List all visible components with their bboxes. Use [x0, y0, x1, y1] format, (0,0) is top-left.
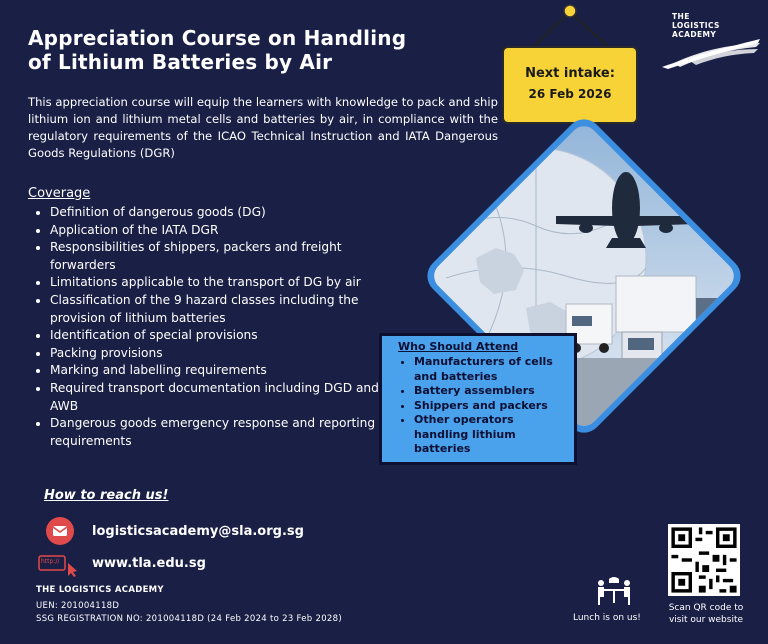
list-item: • Responsibilities of shippers, packers and freight forwarders — [50, 239, 380, 274]
list-item: • Definition of dangerous goods (DG) — [50, 204, 380, 222]
qr-caption-line-2: visit our website — [668, 615, 744, 625]
list-item: • Manufacturers of cells and batteries — [414, 355, 566, 384]
list-item: • Classification of the 9 hazard classes including the provision of lithium batteries — [50, 292, 380, 327]
list-item: • Battery assemblers — [414, 384, 566, 399]
who-list — [398, 355, 566, 457]
logo-wing-icon — [660, 13, 762, 69]
qr-caption — [654, 602, 758, 626]
footer-uen: UEN: 201004118D — [36, 601, 120, 611]
web-icon-label: http:// — [41, 558, 60, 565]
list-item: • Dangerous goods emergency response and reporting requirements — [50, 415, 380, 450]
list-item: • Limitations applicable to the transport of DG by air — [50, 274, 380, 292]
title-line-2: of Lithium Batteries by Air — [28, 50, 333, 74]
web-icon — [38, 555, 78, 575]
sign-hanger-icon — [526, 2, 616, 50]
list-item: • Shippers and packers — [414, 399, 566, 414]
logo-line-2: LOGISTICS — [672, 21, 720, 30]
list-item: • Identification of special provisions — [50, 327, 380, 345]
who-heading: Who Should Attend — [398, 340, 519, 353]
email-link[interactable]: logisticsacademy@sla.org.sg — [92, 524, 304, 539]
email-icon — [46, 517, 74, 545]
lunch-text: Lunch is on us! — [573, 613, 641, 623]
coverage-heading: Coverage — [28, 186, 91, 201]
list-item: • Application of the IATA DGR — [50, 222, 380, 240]
lunch-icon — [596, 575, 632, 607]
coverage-list — [32, 204, 380, 450]
who-should-attend-box — [379, 333, 577, 465]
intake-label: Next intake: — [525, 66, 615, 81]
title-line-1: Appreciation Course on Handling — [28, 26, 407, 50]
logo-line-3: ACADEMY — [672, 30, 717, 39]
website-link[interactable]: www.tla.edu.sg — [92, 556, 206, 571]
intro-paragraph: This appreciation course will equip the learners with knowledge to pack and ship lithium ion and lithium metal cells and batteries by air, in compliance with the regulatory requirements of the ICAO Technical Instruction and IATA Dangerous Goods Regulations (DGR) — [28, 95, 498, 160]
footer-ssg-registration: SSG REGISTRATION NO: 201004118D (24 Feb 2024 to 23 Feb 2028) — [36, 614, 342, 624]
list-item: • Packing provisions — [50, 345, 380, 363]
logo-line-1: THE — [672, 12, 690, 21]
qr-code-icon[interactable] — [668, 524, 740, 596]
qr-caption-line-1: Scan QR code to — [668, 603, 744, 613]
footer-org-name: THE LOGISTICS ACADEMY — [36, 585, 164, 595]
list-item: • Required transport documentation including DGD and AWB — [50, 380, 380, 415]
page-title — [28, 26, 488, 74]
reach-us-heading: How to reach us! — [44, 488, 169, 503]
intake-date: 26 Feb 2026 — [528, 87, 612, 101]
list-item: • Marking and labelling requirements — [50, 362, 380, 380]
list-item: • Other operators handling lithium batteries — [414, 413, 566, 457]
